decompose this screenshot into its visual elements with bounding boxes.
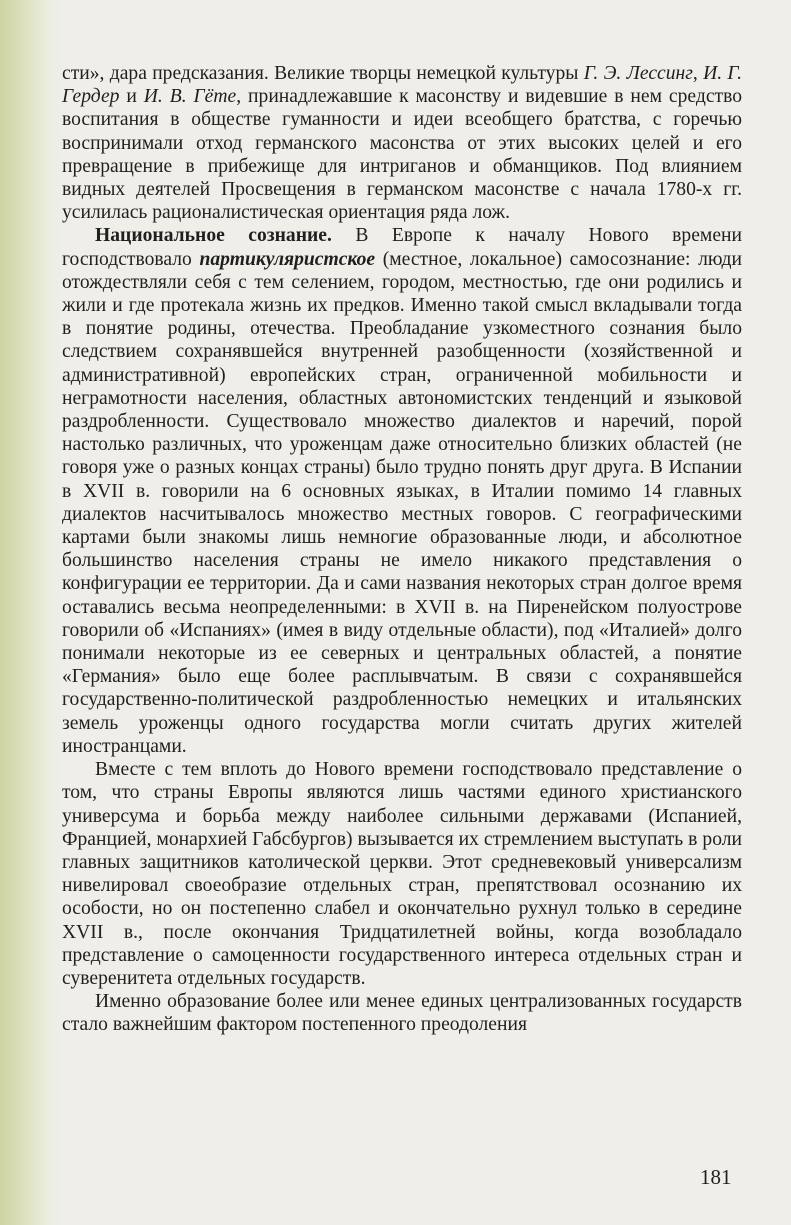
paragraph-1 bbox=[62, 62, 742, 224]
paragraph-2 bbox=[62, 224, 742, 758]
page-number: 181 bbox=[700, 1165, 732, 1189]
text-run: и bbox=[119, 86, 144, 108]
text-run: Именно образование более или менее единых централизованных государств стало важнейшим фактором постепенного преодоления bbox=[62, 991, 742, 1036]
term-particularist: партикуляристское bbox=[199, 248, 376, 270]
text-run: (местное, локальное) самосознание: люди отождествляли себя с тем селением, городом, местностью, где они родились и жили и где протекала жизнь их предков. Именно такой смысл вкладывали тогда в понятие родины, отечества. Преобладание узкоместного сознания было следствием сохранявшейся внутренней разобщенности (хозяйственной и административной) европейских стран, ограниченной мобильности и неграмотности населения, областных автономистских тенденций и языковой раздробленности. Существовало множество диалектов и наречий, порой настолько различных, что уроженцам даже относительно близких областей (не говоря уже о разных концах страны) было трудно понять друг друга. В Испании в XVII в. говорили на 6 основных языках, в Италии помимо 14 главных диалектов насчитывалось множество местных говоров. С географическими картами были знакомы лишь немногие образованные люди, и абсолютное большинство населения страны не имело никакого представления о конфигурации ее территории. Да и сами названия некоторых стран долгое время оставались весьма неопределенными: в XVII в. на Пиренейском полуострове говорили об «Испаниях» (имея в виду отдельные области), под «Италией» долго понимали некоторые из ее северных и центральных областей, а понятие «Германия» было еще более расплывчатым. В связи с сохранявшейся государственно-политической раздробленностью немецких и итальянских земель уроженцы одного государства могли считать других жителей иностранцами. bbox=[62, 248, 742, 757]
paragraph-4 bbox=[62, 990, 742, 1036]
paragraph-3 bbox=[62, 758, 742, 990]
author-lessing: Г. Э. Лессинг bbox=[583, 63, 693, 84]
book-page bbox=[62, 62, 742, 1037]
text-run: сти», дара предсказания. Великие творцы немецкой культуры bbox=[62, 63, 584, 84]
author-herder: И. Г. Гердер bbox=[62, 63, 743, 108]
text-run: , bbox=[692, 63, 704, 84]
text-run: Вместе с тем вплоть до Нового времени господствовало представление о том, что страны Европы являются лишь частями единого христианского универсума и борьба между наиболее сильными державами (Испанией, Францией, монархией Габсбургов) вызывается их стремлением выступать в роли главных защитников католической церкви. Этот средневековый универсализм нивелировал своеобразие отдельных стран, препятствовал осознанию их особости, но он постепенно слабел и окончательно рухнул только в середине XVII в., после окончания Тридцатилетней войны, когда возобладало представление о самоценности государственного интереса отдельных стран и суверенитета отдельных государств. bbox=[62, 759, 742, 989]
page-gutter-shadow bbox=[0, 0, 62, 1225]
author-goethe: И. В. Гёте bbox=[143, 86, 237, 108]
text-run: В Европе к началу Нового времени господствовало bbox=[62, 225, 742, 270]
section-heading-national-consciousness: Национальное сознание. bbox=[95, 225, 332, 247]
text-run: , принадлежавшие к масонству и видевшие в нем средство воспитания в обществе гуманности и идеи всеобщего братства, с горечью воспринимали отход германского масонства от этих высоких целей и его превращение в прибежище для интриганов и обманщиков. Под влиянием видных деятелей Просвещения в германском масонстве с начала 1780-х гг. усилилась рационалистическая ориентация ряда лож. bbox=[62, 86, 742, 224]
